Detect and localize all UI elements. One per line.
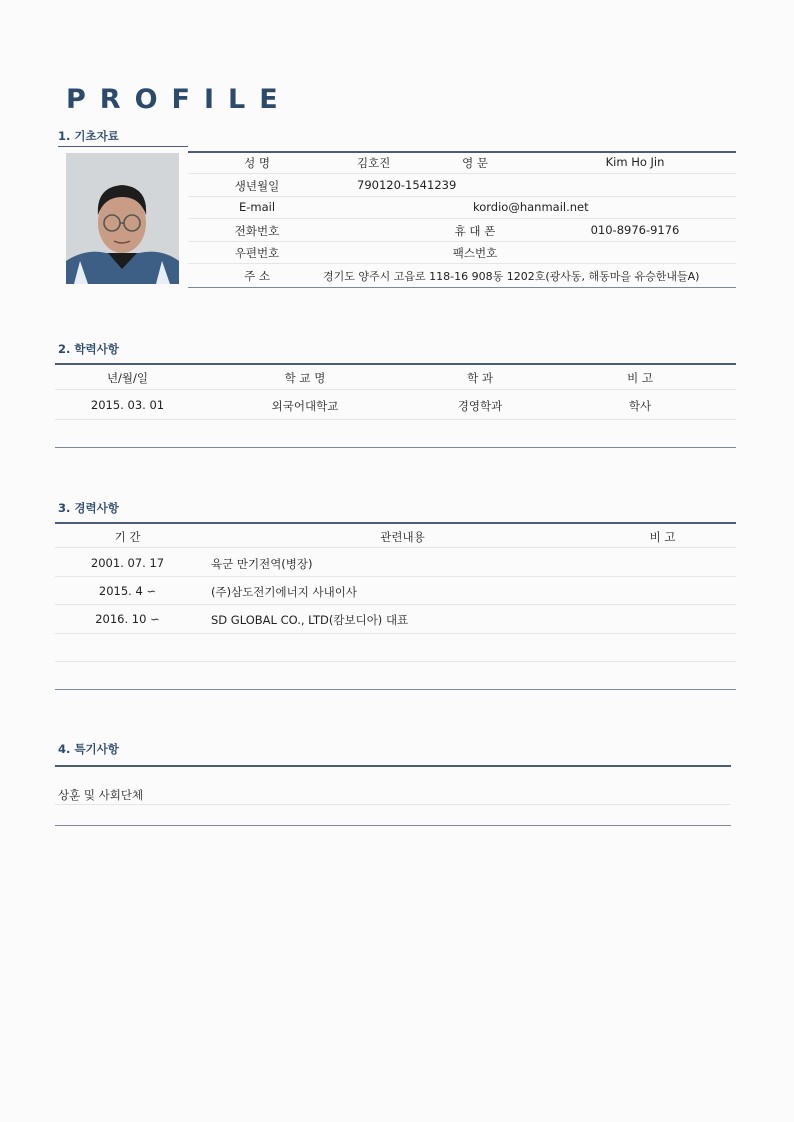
career-header-content: 관련내용 <box>380 530 425 544</box>
section-special-heading: 4. 특기사항 <box>58 742 119 756</box>
profile-photo <box>66 153 179 284</box>
row-divider <box>55 547 736 548</box>
career-content: (주)삼도전기에너지 사내이사 <box>211 585 357 599</box>
career-period: 2015. 4 ∽ <box>98 584 157 598</box>
edu-header-school: 학 교 명 <box>284 371 326 385</box>
label-zip: 우편번호 <box>234 246 280 260</box>
person-photo-illustration <box>66 153 179 284</box>
value-email: kordio@hanmail.net <box>473 200 589 214</box>
row-divider <box>188 196 736 197</box>
career-content: 육군 만기전역(병장) <box>211 557 313 571</box>
career-header-period: 기 간 <box>114 530 141 544</box>
edu-school: 외국어대학교 <box>271 399 339 413</box>
row-divider <box>55 576 736 577</box>
section-rule <box>55 522 736 524</box>
value-mobile: 010-8976-9176 <box>590 223 680 237</box>
edu-major: 경영학과 <box>457 399 503 413</box>
section-rule <box>55 765 731 767</box>
value-birth: 790120-1541239 <box>357 178 457 192</box>
label-eng-name: 영 문 <box>462 156 488 170</box>
career-content: SD GLOBAL CO., LTD(캄보디아) 대표 <box>211 613 409 627</box>
table-bottom-rule <box>55 447 736 448</box>
section-education-heading: 2. 학력사항 <box>58 342 119 356</box>
section-rule <box>188 151 736 153</box>
table-bottom-rule <box>188 287 736 288</box>
table-bottom-rule <box>55 689 736 690</box>
edu-header-note: 비 고 <box>627 371 653 385</box>
section-basic-heading: 1. 기초자료 <box>58 129 119 143</box>
row-divider <box>188 241 736 242</box>
value-address: 경기도 양주시 고읍로 118-16 908동 1202호(광사동, 해동마을 유승한내들A) <box>323 270 700 283</box>
row-divider <box>55 804 731 805</box>
label-address: 주 소 <box>244 269 270 283</box>
row-divider <box>188 218 736 219</box>
page-title: PROFILE <box>66 84 292 115</box>
edu-header-date: 년/월/일 <box>106 371 149 385</box>
label-phone: 전화번호 <box>234 224 280 238</box>
row-divider <box>188 263 736 264</box>
career-period: 2016. 10 ∽ <box>95 612 160 626</box>
row-divider <box>188 173 736 174</box>
career-header-note: 비 고 <box>649 530 676 544</box>
table-bottom-rule <box>55 825 731 826</box>
row-divider <box>55 633 736 634</box>
special-item: 상훈 및 사회단체 <box>58 788 144 802</box>
value-name: 김호진 <box>357 156 391 170</box>
edu-date: 2015. 03. 01 <box>90 398 165 412</box>
section-rule <box>58 146 188 147</box>
row-divider <box>55 419 736 420</box>
row-divider <box>55 661 736 662</box>
section-rule <box>55 363 736 365</box>
edu-note: 학사 <box>628 399 652 413</box>
section-career-heading: 3. 경력사항 <box>58 501 119 515</box>
label-name: 성 명 <box>244 156 270 170</box>
label-mobile: 휴 대 폰 <box>454 224 496 238</box>
label-birth: 생년월일 <box>234 179 280 193</box>
edu-header-major: 학 과 <box>467 371 493 385</box>
value-eng-name: Kim Ho Jin <box>605 155 665 169</box>
career-period: 2001. 07. 17 <box>90 556 165 570</box>
row-divider <box>55 389 736 390</box>
label-fax: 팩스번호 <box>452 246 498 260</box>
row-divider <box>55 604 736 605</box>
label-email: E-mail <box>238 200 276 214</box>
